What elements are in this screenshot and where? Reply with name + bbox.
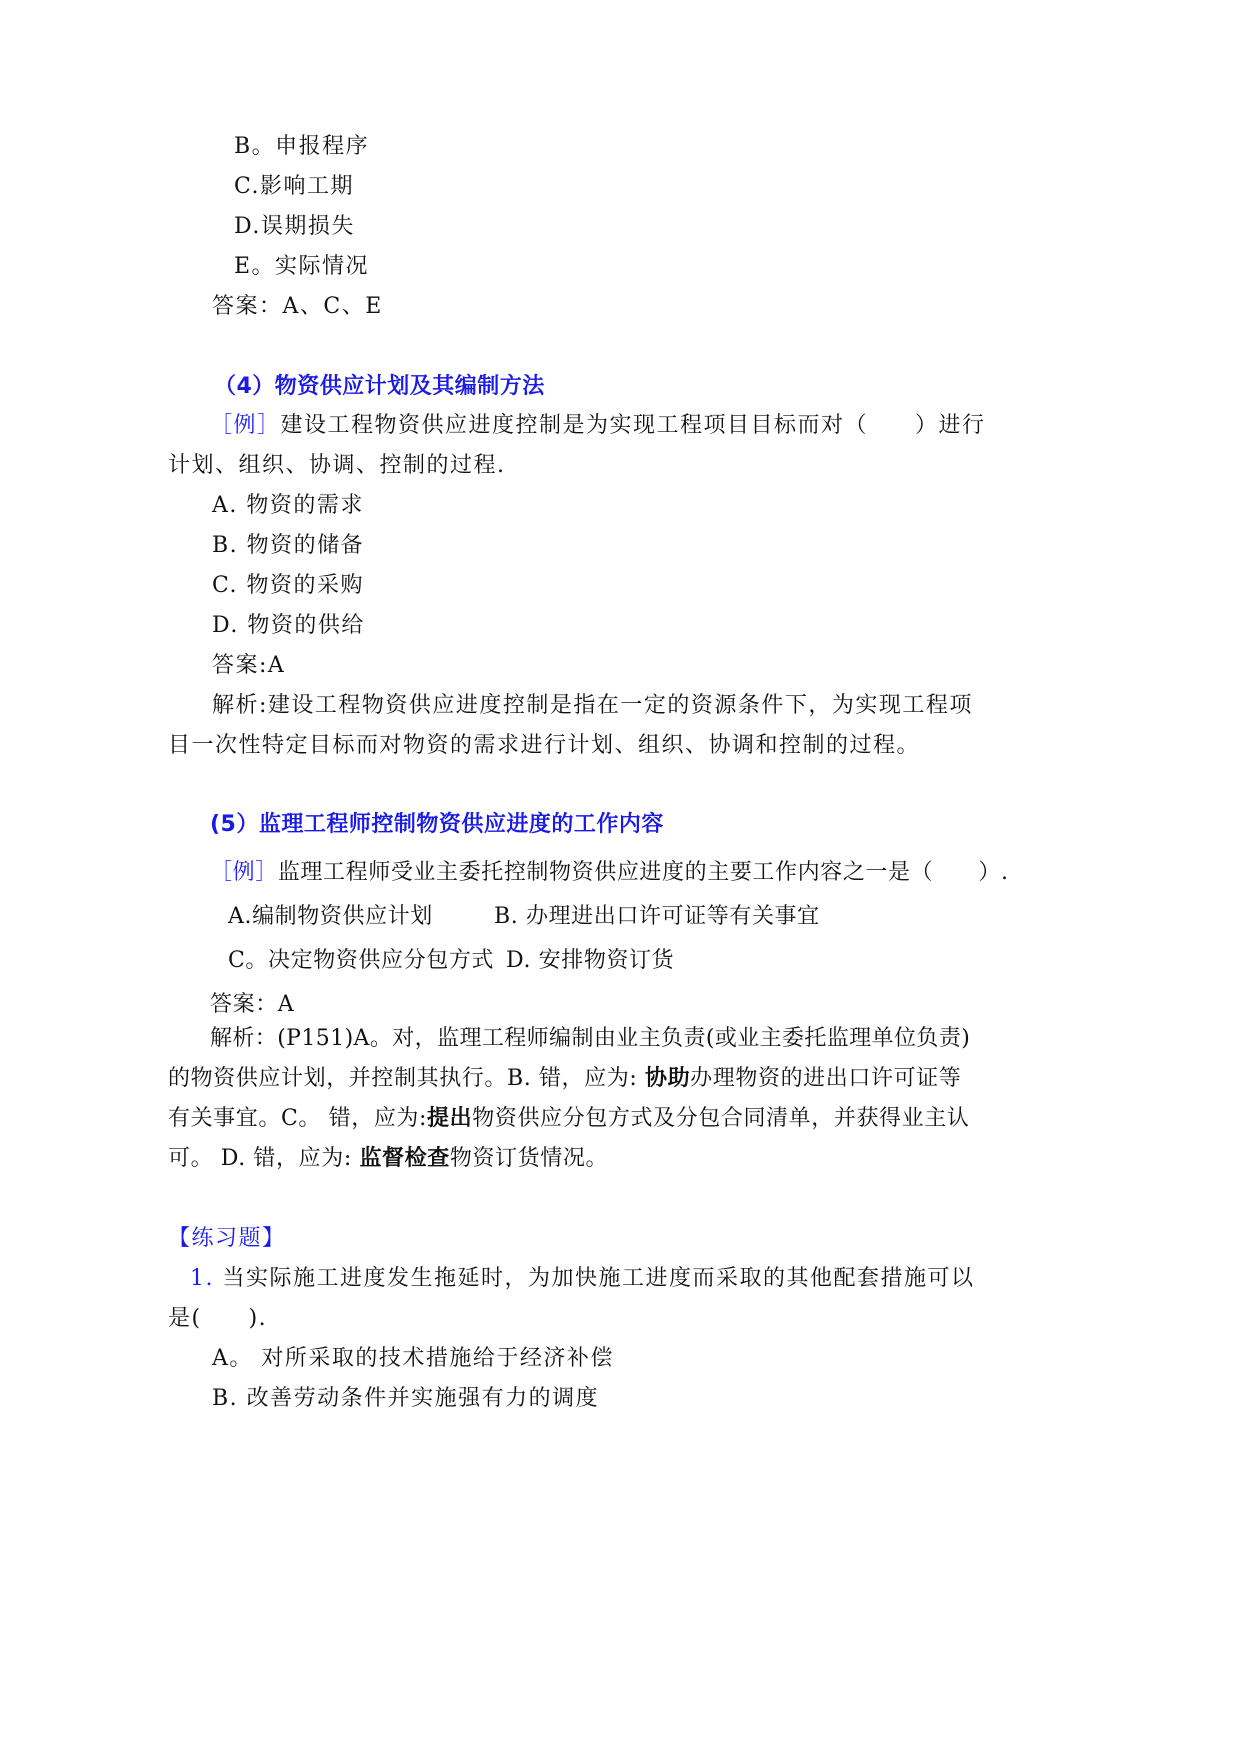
question-stem-continued: 计划、组织、协调、控制的过程. xyxy=(168,453,506,478)
option-c: C. 物资的采购 xyxy=(212,573,365,598)
analysis-emphasis: 监督检查 xyxy=(359,1146,450,1171)
option-b: B. 物资的储备 xyxy=(212,533,365,558)
option-c: C。决定物资供应分包方式 xyxy=(228,948,495,973)
option-e: E。实际情况 xyxy=(234,254,370,279)
question-stem: 建设工程物资供应进度控制是为实现工程项目目标而对（ ）进行 xyxy=(280,413,986,438)
analysis-text: 物资订货情况。 xyxy=(449,1146,609,1171)
example-tag: ［例］ xyxy=(210,860,278,885)
analysis: 解析：(P151)A。对，监理工程师编制由业主负责(或业主委托监理单位负责) xyxy=(210,1026,971,1051)
exercise-question xyxy=(190,1264,975,1294)
example-question xyxy=(210,411,986,441)
option-a: A.编制物资供应计划 xyxy=(228,904,433,929)
option-b: B. 改善劳动条件并实施强有力的调度 xyxy=(212,1386,600,1411)
section-heading: （4）物资供应计划及其编制方法 xyxy=(214,374,545,399)
analysis-text: 的物资供应计划，并控制其执行。B. 错，应为: xyxy=(168,1066,645,1091)
analysis-emphasis: 协助 xyxy=(644,1066,691,1091)
question-stem: 当实际施工进度发生拖延时，为加快施工进度而采取的其他配套措施可以 xyxy=(222,1266,975,1291)
exercise-heading: 【练习题】 xyxy=(168,1226,286,1251)
analysis-continued: 目一次性特定目标而对物资的需求进行计划、组织、协调和控制的过程。 xyxy=(168,733,921,758)
analysis-text: 物资供应分包方式及分包合同清单，并获得业主认 xyxy=(472,1106,970,1131)
option-c: C.影响工期 xyxy=(234,174,355,199)
option-a: A. 物资的需求 xyxy=(212,493,364,518)
analysis-emphasis: 提出 xyxy=(427,1106,473,1131)
analysis-text: 办理物资的进出口许可证等 xyxy=(690,1066,962,1091)
section-heading: (5）监理工程师控制物资供应进度的工作内容 xyxy=(210,812,664,837)
question-number: 1. xyxy=(190,1266,214,1291)
analysis: 解析:建设工程物资供应进度控制是指在一定的资源条件下，为实现工程项 xyxy=(212,693,973,718)
example-tag: ［例］ xyxy=(210,413,281,438)
option-a: A。 对所采取的技术措施给于经济补偿 xyxy=(212,1346,614,1371)
option-b: B. 办理进出口许可证等有关事宜 xyxy=(494,904,820,929)
option-d: D. 物资的供给 xyxy=(212,613,365,638)
example-question xyxy=(210,858,1009,888)
analysis-continued xyxy=(168,1144,608,1174)
analysis-text: 有关事宜。C。 错，应为: xyxy=(168,1106,428,1131)
answer: 答案：A xyxy=(210,992,295,1017)
analysis-text: 可。 D. 错，应为: xyxy=(168,1146,360,1171)
option-b: B。申报程序 xyxy=(234,134,370,159)
option-d: D. 安排物资订货 xyxy=(506,948,675,973)
analysis-continued xyxy=(168,1064,961,1094)
question-stem: 监理工程师受业主委托控制物资供应进度的主要工作内容之一是（ ）. xyxy=(277,860,1009,885)
answer: 答案：A、C、E xyxy=(212,294,383,319)
option-d: D.误期损失 xyxy=(234,214,355,239)
question-stem-continued: 是( ). xyxy=(168,1306,268,1331)
analysis-continued xyxy=(168,1104,969,1134)
answer: 答案:A xyxy=(212,653,286,678)
